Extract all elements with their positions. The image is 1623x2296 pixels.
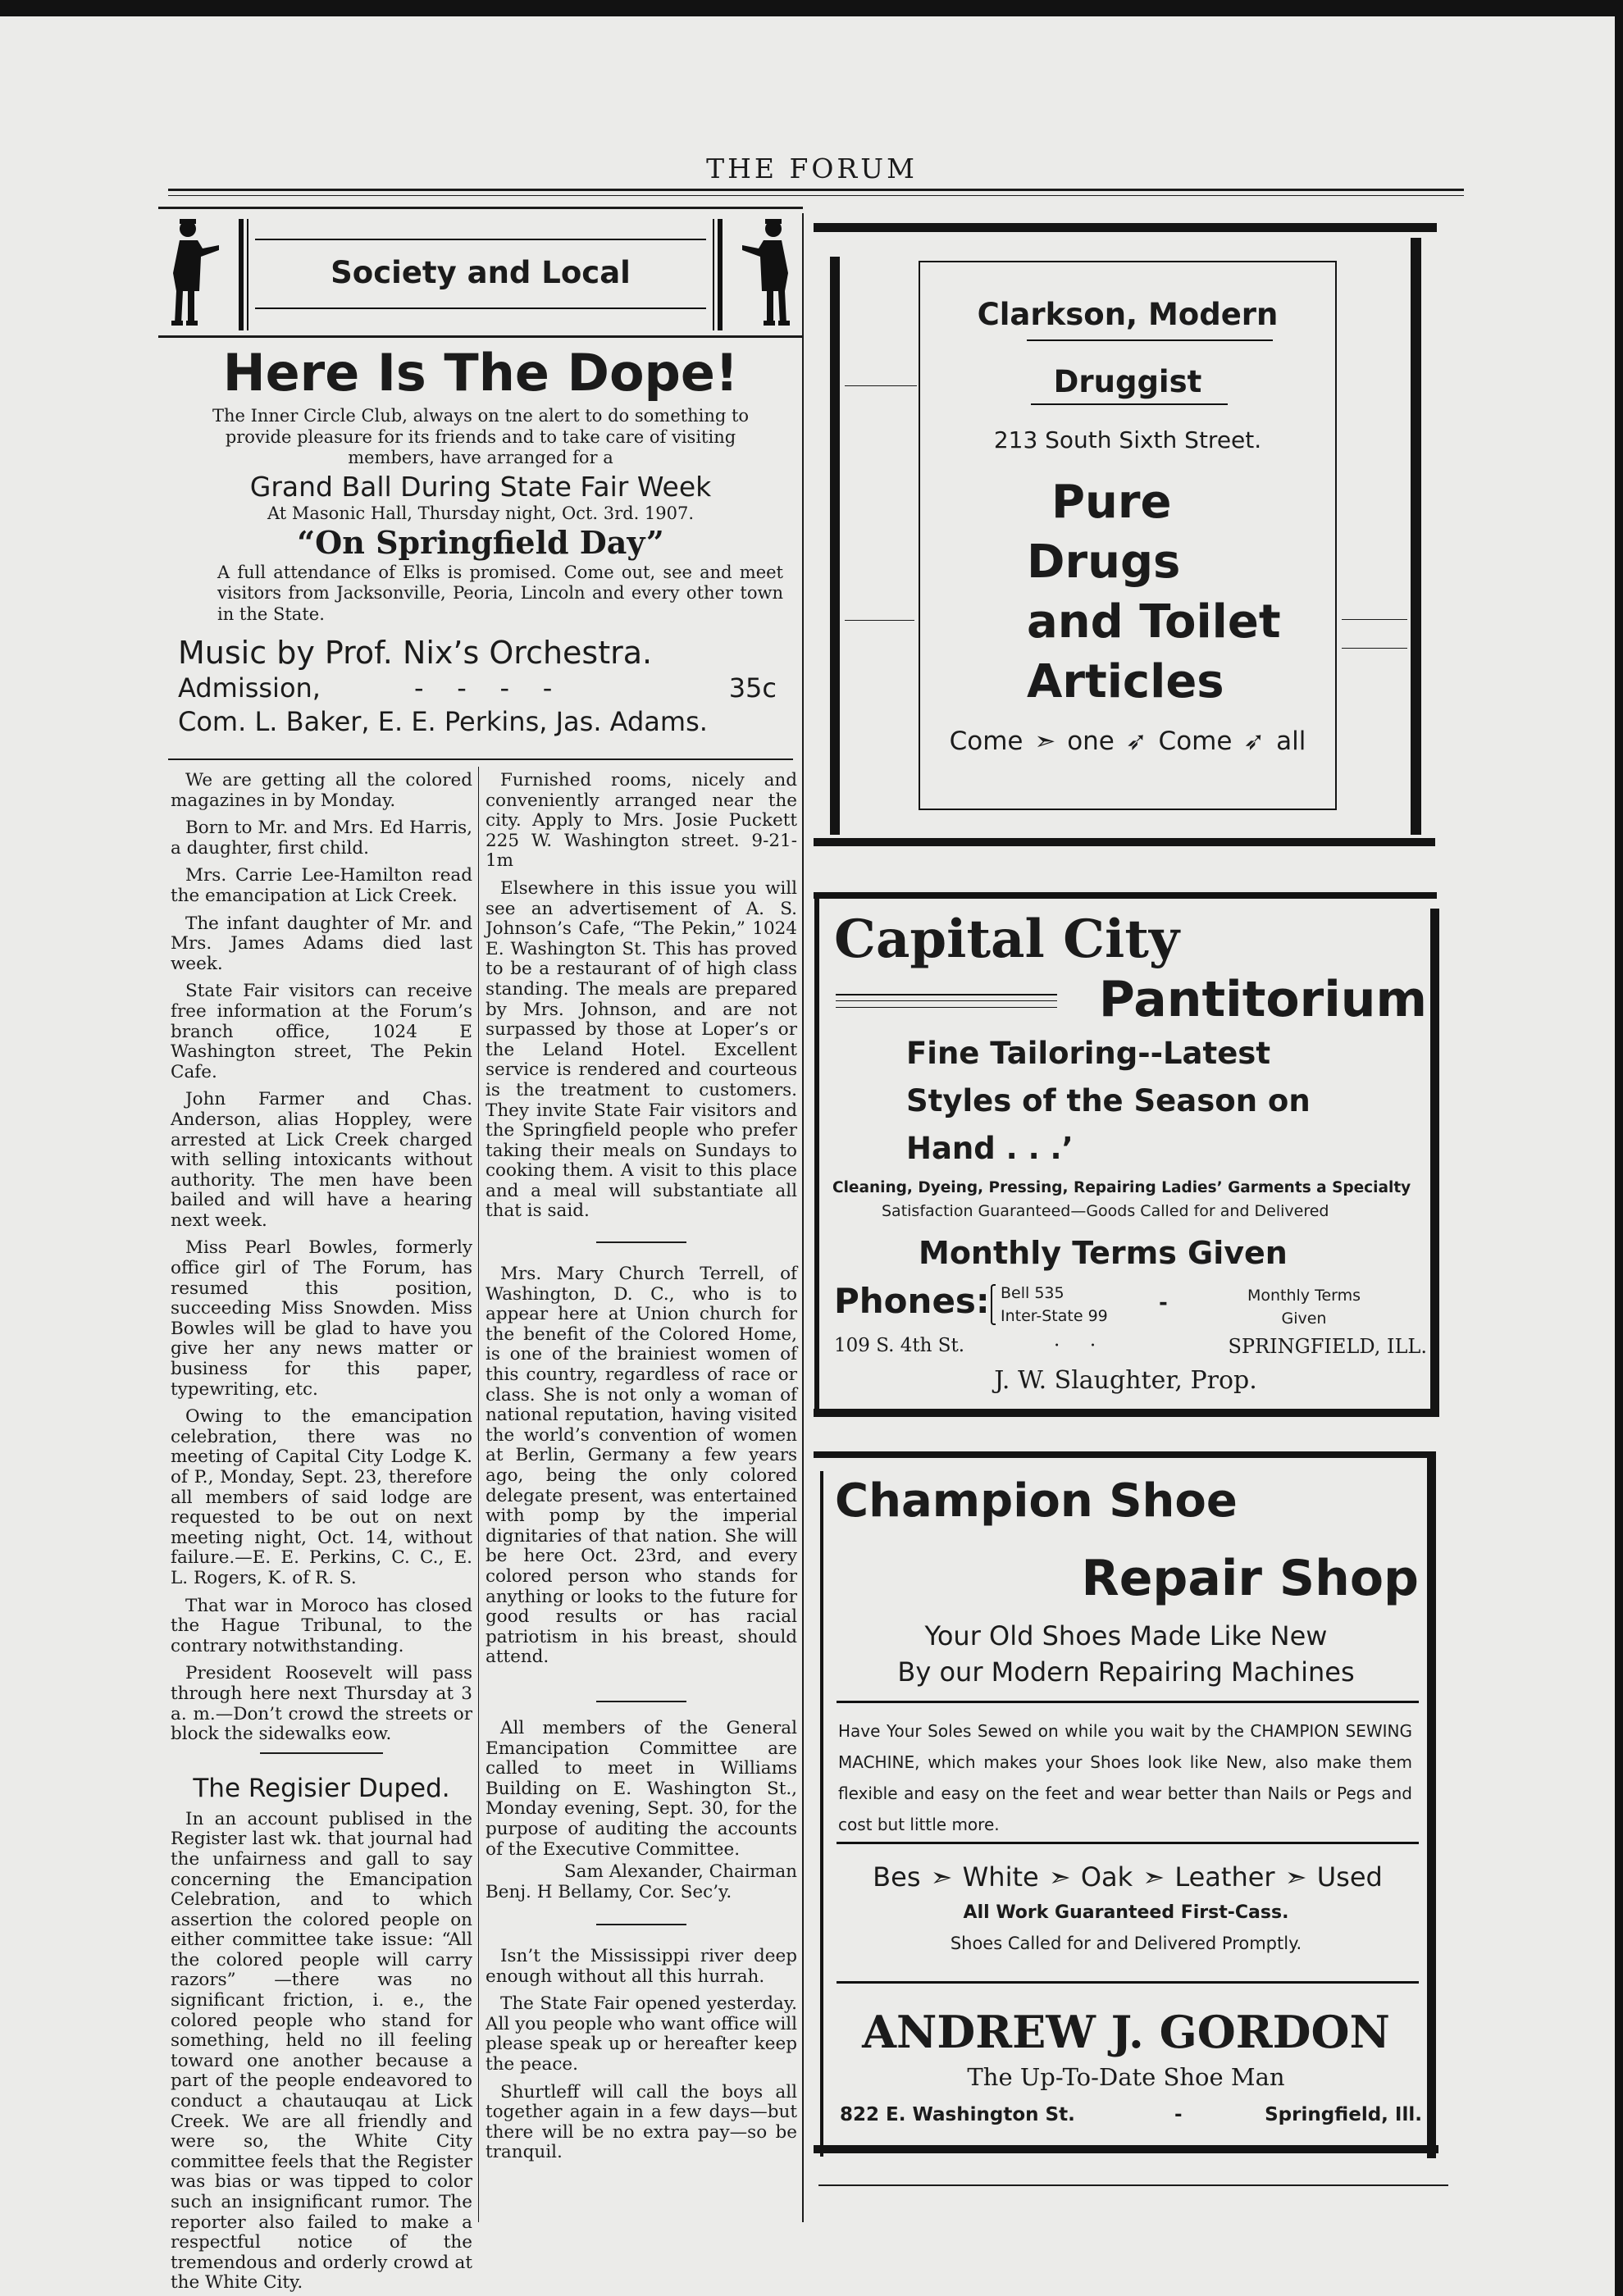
society-banner: Society and Local [331, 255, 631, 290]
pantitorium-name: Pantitorium [1098, 971, 1427, 1028]
champion-bottom-bar [814, 2145, 1438, 2153]
admission-label: Admission, [178, 672, 321, 704]
champion-tagline-1: Your Old Shoes Made Like New [924, 1620, 1328, 1651]
society-frame-left [239, 219, 244, 330]
champion-materials: Bes ➣ White ➣ Oak ➣ Leather ➣ Used [873, 1861, 1383, 1893]
pantitorium-city-name: SPRINGFIELD, ILL. [1228, 1335, 1427, 1358]
dope-headline: Here Is The Dope! [222, 343, 739, 403]
clarkson-bottom-bar [814, 838, 1435, 846]
admission-dashes: - - - - [414, 672, 553, 704]
dope-venue: At Masonic Hall, Thursday night, Oct. 3rd. 1907. [267, 503, 695, 523]
dope-committee: Com. L. Baker, E. E. Perkins, Jas. Adams. [178, 706, 708, 737]
champion-body: Have Your Soles Sewed on while you wait by the CHAMPION SEWING MACHINE, which makes your Shoes look like New, also make them flexible and easy on the feet and wear better than Nails or Pegs and cost but little more. [838, 1721, 1412, 1834]
committee-signer-chairman: Sam Alexander, Chairman [563, 1861, 797, 1883]
news-item: Born to Mr. and Mrs. Ed Harris, a daughter, first child. [171, 818, 472, 859]
champion-line1: Champion Shoe [835, 1474, 1238, 1528]
pantitorium-monthly-small [1238, 1284, 1370, 1330]
registrar-separator [260, 1752, 383, 1754]
column-divider-left [478, 767, 479, 2222]
pantitorium-rule [836, 994, 1057, 995]
champion-rule [837, 1701, 1419, 1703]
pantitorium-dots: · · [1054, 1335, 1096, 1356]
champion-left-bar [820, 1471, 823, 2157]
society-frame-bottom-rule [255, 308, 706, 309]
clarkson-side-rule [1342, 619, 1407, 620]
waiter-figure-icon [170, 216, 221, 330]
terrell-notice: Mrs. Mary Church Terrell, of Washington, D. C., who is to appear here at Union church for the benefit of the Colored Home, is one of the brainiest women of this country, regardless of race or class. She is not only a woman of national reputation, having visited the world’s convention of women at Berlin, Germany a few years ago, being the only colored delegate present, was entertained with pomp by the imperial dignitaries of that nation. She will be here Oct. 23rd, and every colored person who stands for anything or looks to the future for good results or has racial patriotism in his breast, should attend. [486, 1264, 797, 1668]
dope-theme: “On Springfield Day” [297, 523, 664, 561]
news-item: We are getting all the colored magazines in by Monday. [171, 770, 472, 811]
news-item: John Farmer and Chas. Anderson, alias Hoppley, were arrested at Lick Creek charged with selling intoxicants without authority. The men have been bailed and will have a hearing next week. [171, 1089, 472, 1231]
champion-bottom-rule [818, 2184, 1448, 2186]
middle-separator [596, 1241, 686, 1243]
clarkson-headline-line: and Toilet [1027, 595, 1281, 649]
rooms-notice: Furnished rooms, nicely and conveniently arranged near the city. Apply to Mrs. Josie Puckett 225 W. Washington street. 9-21-1m [486, 770, 797, 872]
pantitorium-tagline-line: Styles of the Season on [906, 1083, 1311, 1118]
champion-city: Springfield, Ill. [1265, 2104, 1422, 2125]
middle-separator [596, 1701, 686, 1702]
pantitorium-guarantee: Satisfaction Guaranteed—Goods Called for and Delivered [882, 1202, 1329, 1220]
pantitorium-monthly-small-line: Given [1281, 1310, 1327, 1328]
clarkson-rule [1031, 403, 1228, 405]
pantitorium-tagline [906, 1030, 1311, 1173]
clarkson-side-rule [1342, 648, 1407, 649]
champion-address: 822 E. Washington St. [840, 2104, 1075, 2125]
pantitorium-right-bar [1430, 909, 1439, 1417]
pantitorium-terms: Monthly Terms Given [919, 1235, 1288, 1271]
middle-separator [596, 1924, 686, 1925]
news-item: That war in Moroco has closed the Hague Tribunal, to the contrary notwithstanding. [171, 1595, 472, 1656]
clarkson-rule [1027, 339, 1273, 341]
pantitorium-city: Capital City [834, 909, 1180, 970]
clarkson-headline-line: Drugs [1027, 535, 1181, 589]
news-item: Mrs. Carrie Lee-Hamilton read the emancipation at Lick Creek. [171, 865, 472, 906]
news-item: President Roosevelt will pass through here next Thursday at 3 a. m.—Don’t crowd the streets or block the sidewalks eow. [171, 1663, 472, 1745]
committee-notice: All members of the General Emancipation Committee are called to meet in Williams Building on E. Washington St., Monday evening, Sept. 30, for the purpose of auditing the accounts of the Executive Committee. [486, 1717, 797, 1860]
middle-column [486, 771, 797, 2171]
pantitorium-ad [824, 902, 1427, 1406]
pantitorium-top-bar [814, 892, 1437, 899]
news-item: The infant daughter of Mr. and Mrs. James Adams died last week. [171, 913, 472, 974]
clarkson-address: 213 South Sixth Street. [993, 426, 1262, 453]
champion-line2: Repair Shop [1081, 1550, 1419, 1607]
champion-owner: ANDREW J. GORDON [862, 2006, 1390, 2058]
pantitorium-phone-brace [991, 1284, 996, 1325]
registrar-heading: The Regisier Duped. [193, 1773, 450, 1803]
column-divider-main [802, 213, 804, 2222]
society-frame-right [718, 219, 723, 330]
registrar-body: In an account publised in the Register last wk. that journal had the unfairness and gall to say concerning the Emancipation Celebration, and to which assertion the colored people on either committee take issue: “All the colored people will carry razors” —there was no significant friction, i. e., the colored people who stand for something, held no ill feeling toward one another because a part of the people endeavored to conduct a chautauqau at Lick Creek. We are all friendly and were so, the White City committee feels that the Register was bias or was tipped to color such an insignificant rumor. The reporter also failed to make a respectful notice of the tremendous and orderly crowd at the White City. [171, 1808, 472, 2294]
news-item: Owing to the emancipation celebration, there was no meeting of Capital City Lodge K. of P., Monday, Sept. 23, therefore all members of said lodge are requested to be out on next meeting night, Oct. 14, without failure.—E. E. Perkins, C. C., E. L. Rogers, K. of R. S. [171, 1406, 472, 1588]
champion-delivery: Shoes Called for and Delivered Promptly. [950, 1934, 1302, 1953]
admission-price: 35c [728, 672, 777, 704]
news-item: State Fair visitors can receive free information at the Forum’s branch office, 1024 E Washington street, The Pekin Cafe. [171, 981, 472, 1082]
masthead-rule [168, 189, 1464, 191]
champion-dash: - [1174, 2104, 1183, 2125]
champion-top-bar [814, 1451, 1430, 1458]
shurtleff-note: Shurtleff will call the boys all together again in a few days—but there will be no extra pay—so be tranquil. [486, 2081, 797, 2163]
masthead-rule-2 [168, 195, 1464, 196]
clarkson-headline-line: Pure [1051, 476, 1172, 529]
pekin-notice: Elsewhere in this issue you will see an advertisement of A. S. Johnson’s Cafe, “The Pekin,” 1024 E. Washington St. This has proved to be a restaurant of of high class standing. The meals are prepared by Mrs. Johnson, and are not surpassed by those at Loper’s or the Leland Hotel. Excellent service is rendered and courteous is the treatment to customers. They invite State Fair visitors and the Springfield people who prefer taking their meals on Sundays to cooking them. A visit to this place and a meal will substantiate all that is said. [486, 877, 797, 1222]
waiter-figure-icon [741, 216, 791, 330]
clarkson-right-bar [1411, 238, 1421, 835]
clarkson-side-rule [845, 620, 914, 621]
clarkson-footer: Come ➣ one ➶ Come ➶ all [949, 727, 1306, 756]
pantitorium-proprietor: J. W. Slaughter, Prop. [994, 1366, 1257, 1395]
pantitorium-monthly-small-line: Monthly Terms [1247, 1287, 1361, 1305]
dope-section [168, 340, 793, 738]
pantitorium-phones-label: Phones: [834, 1281, 990, 1321]
pantitorium-left-bar [814, 899, 819, 1417]
left-column [171, 771, 472, 2296]
mississippi-note: Isn’t the Mississippi river deep enough without all this hurrah. [486, 1946, 797, 1987]
news-item: Miss Pearl Bowles, formerly office girl of The Forum, has resumed this position, succeeding Miss Snowden. Miss Bowles will be glad to have you give her any news matter or business for this paper, typewriting, etc. [171, 1237, 472, 1400]
pantitorium-interstate: Inter-State 99 [1001, 1307, 1108, 1325]
pantitorium-tagline-line: Hand . . .’ [906, 1131, 1074, 1166]
committee-signer-secretary: Benj. H Bellamy, Cor. Sec’y. [486, 1882, 732, 1903]
champion-right-bar [1427, 1451, 1436, 2158]
dope-intro: The Inner Circle Club, always on tne alert to do something to provide pleasure for its friends and to take care of visiting members, have arranged for a [212, 406, 750, 467]
clarkson-side-rule [845, 385, 917, 386]
pantitorium-tagline-line: Fine Tailoring--Latest [906, 1036, 1270, 1071]
society-frame-right-thin [713, 219, 714, 330]
dope-music: Music by Prof. Nix’s Orchestra. [178, 635, 653, 671]
clarkson-headline [1027, 472, 1330, 712]
pantitorium-rule [836, 1000, 1057, 1001]
clarkson-top-bar [814, 223, 1437, 232]
masthead-title: THE FORUM [706, 153, 918, 184]
pantitorium-rule [836, 1007, 1057, 1008]
champion-rule [837, 1842, 1419, 1844]
dope-bottom-rule [168, 758, 793, 760]
pantitorium-services: Cleaning, Dyeing, Pressing, Repairing Ladies’ Garments a Specialty [832, 1179, 1411, 1196]
clarkson-druggist: Druggist [1053, 364, 1202, 399]
scan-edge-right [1615, 0, 1623, 2296]
dope-event: Grand Ball During State Fair Week [249, 470, 712, 503]
pantitorium-dash: - [1159, 1291, 1168, 1315]
dope-admission-row [168, 672, 793, 704]
champion-rule [837, 1981, 1419, 1984]
clarkson-ad [919, 261, 1337, 810]
clarkson-left-bar [830, 257, 840, 835]
society-frame-top-rule [255, 239, 706, 240]
pantitorium-bell: Bell 535 [1001, 1284, 1065, 1302]
pantitorium-address: 109 S. 4th St. [834, 1335, 965, 1356]
champion-tagline-2: By our Modern Repairing Machines [897, 1656, 1355, 1688]
champion-owner-title: The Up-To-Date Shoe Man [967, 2063, 1285, 2091]
champion-guarantee: All Work Guaranteed First-Cass. [963, 1902, 1289, 1923]
scan-edge-top [0, 0, 1623, 16]
society-header [158, 207, 803, 338]
clarkson-headline-line: Articles [1027, 655, 1224, 708]
society-frame-left-thin [247, 219, 248, 330]
pantitorium-bottom-bar [814, 1409, 1438, 1417]
clarkson-name: Clarkson, Modern [977, 297, 1279, 332]
dope-attendance: A full attendance of Elks is promised. Come out, see and meet visitors from Jacksonville, Peoria, Lincoln and every other town in the State. [217, 562, 783, 624]
champion-ad [830, 1468, 1422, 2140]
fair-note: The State Fair opened yesterday. All you people who want office will please speak up or hereafter keep the peace. [486, 1993, 797, 2075]
